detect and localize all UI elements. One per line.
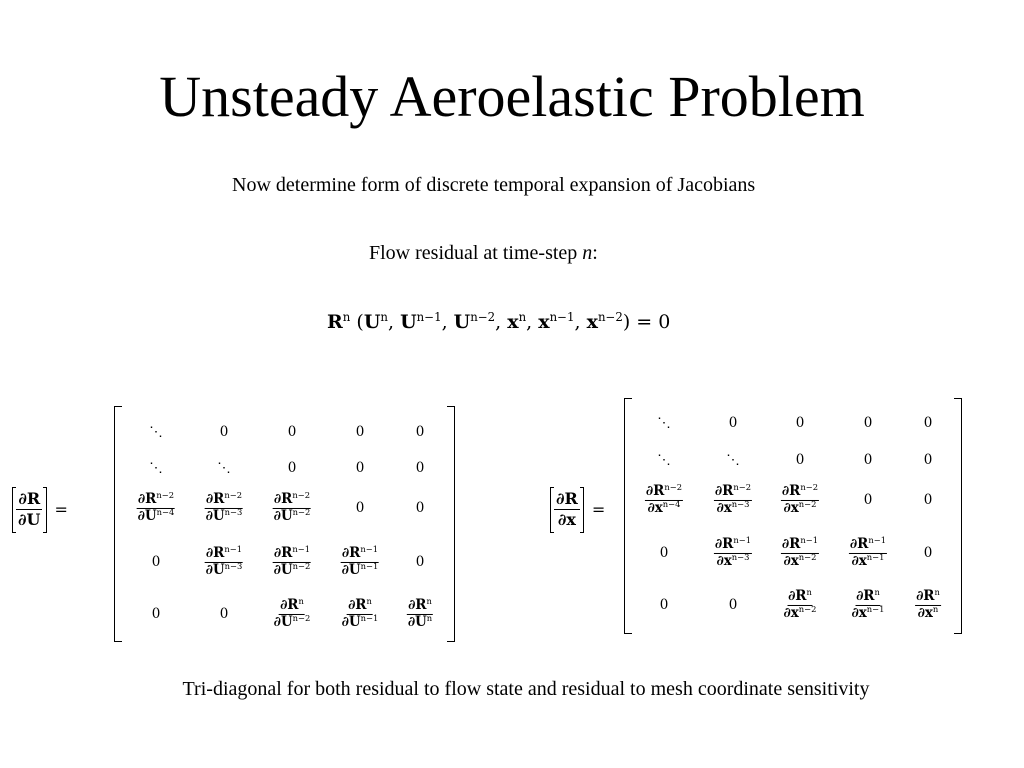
dRdU-entry-num-sup: n: [426, 595, 432, 606]
dRdx-entry-den-symbol: ∂x: [851, 552, 867, 569]
dRdx-entry-num-sup: n−2: [664, 481, 683, 492]
dRdU-entry-den-sup: n: [426, 612, 433, 623]
dRdU-entry-den-symbol: ∂U: [273, 507, 293, 524]
dRdx-entry-r3c3: [849, 534, 887, 569]
dRdU-entry-den-symbol: ∂U: [273, 613, 293, 630]
dRdU-lhs-num: ∂R: [16, 490, 42, 510]
dRdx-entry-num-sup: n−1: [733, 534, 752, 545]
dRdx-entry-num-sup: n−1: [800, 534, 819, 545]
dRdU-entry-num-sup: n: [298, 595, 304, 606]
dRdU-zero-cell: 0: [219, 606, 229, 622]
dRdU-entry-fraction: [273, 543, 312, 578]
eq-comma: ,: [441, 311, 454, 333]
dRdx-entry-num-sup: n−2: [733, 481, 752, 492]
dRdx-entry-num-symbol: ∂R: [714, 535, 734, 552]
dRdx-entry-num-sup: n−2: [800, 481, 819, 492]
dRdU-entry-den-sup: n−2: [292, 612, 311, 623]
dRdU-entry-den-sup: n−2: [292, 506, 311, 517]
dRdU-zero-cell: 0: [151, 554, 161, 570]
dRdx-entry-num-symbol: ∂R: [788, 587, 807, 604]
slide-title: Unsteady Aeroelastic Problem: [159, 64, 865, 129]
dRdx-zero-cell: 0: [795, 415, 805, 431]
eq-u2-sup: n−1: [416, 309, 442, 324]
dRdx-zero-cell: 0: [659, 545, 669, 561]
dRdU-entry-num-sup: n−1: [292, 543, 311, 554]
dRdx-zero-cell: 0: [923, 492, 933, 508]
flow-residual-label: [369, 240, 598, 266]
dRdx-entry-den-sup: n−3: [731, 551, 750, 562]
dRdU-entry-denominator: [273, 560, 312, 579]
dRdx-entry-fraction: [915, 586, 941, 621]
dRdU-entry-denominator: [407, 612, 433, 631]
dRdU-zero-cell: 0: [415, 554, 425, 570]
dRdx-dots-cell: [726, 452, 740, 468]
dRdx-entry-fraction: [714, 534, 752, 569]
eq-x1: x: [507, 311, 519, 333]
eq-x2: x: [538, 311, 550, 333]
eq-open-paren: (: [350, 311, 364, 333]
dRdx-lhs-den: ∂x: [557, 510, 576, 530]
dRdx-dots-cell: [657, 415, 671, 431]
dRdx-entry-num-symbol: ∂R: [645, 482, 665, 499]
dRdx-entry-den-symbol: ∂x: [716, 552, 732, 569]
dRdx-entry-fraction: [781, 481, 819, 516]
dRdU-entry-num-symbol: ∂R: [408, 596, 427, 613]
dRdU-right-bracket: [447, 406, 455, 642]
dRdx-right-bracket: [954, 398, 962, 634]
dRdx-entry-fraction: [849, 534, 887, 569]
dRdU-entry-num-sup: n−2: [224, 489, 243, 500]
dRdU-entry-num-sup: n−2: [292, 489, 311, 500]
dRdx-zero-cell: 0: [728, 415, 738, 431]
dRdx-entry-denominator: [783, 498, 818, 517]
dRdU-entry-den-sup: n−2: [292, 560, 311, 571]
dRdx-entry-r4c4: [915, 586, 941, 621]
dRdx-entry-denominator: [851, 551, 886, 570]
dRdU-lhs: [12, 488, 68, 532]
dRdU-equals: =: [54, 500, 68, 520]
dRdU-entry-num-sup: n−1: [360, 543, 379, 554]
eq-comma: ,: [387, 311, 401, 333]
dRdU-entry-r4c2: [273, 595, 312, 630]
dRdx-entry-num-symbol: ∂R: [781, 535, 801, 552]
dRdU-entry-fraction: [273, 489, 312, 524]
dRdU-entry-den-symbol: ∂U: [205, 561, 225, 578]
dRdU-diagonal-dots: [149, 424, 163, 440]
dRdU-entry-denominator: [341, 612, 380, 631]
dRdx-entry-num-symbol: ∂R: [916, 587, 935, 604]
dRdU-entry-num-symbol: ∂R: [341, 544, 361, 561]
dRdx-entry-num-sup: n: [806, 586, 812, 597]
dRdx-diagonal-dots: [657, 415, 671, 431]
eq-residual-sup: n: [342, 309, 351, 324]
dRdx-lhs: [550, 488, 605, 532]
dRdx-entry-r2c1: [714, 481, 752, 516]
dRdx-entry-num-symbol: ∂R: [781, 482, 801, 499]
dRdx-dots-cell: [657, 452, 671, 468]
dRdx-lhs-fraction: [554, 490, 580, 530]
dRdx-zero-cell: 0: [863, 452, 873, 468]
dRdU-dots-cell: [149, 460, 163, 476]
flow-label-colon: :: [592, 242, 598, 264]
dRdU-entry-fraction: [341, 543, 380, 578]
dRdx-entry-fraction: [714, 481, 752, 516]
dRdx-entry-fraction: [781, 534, 819, 569]
dRdx-entry-den-symbol: ∂x: [647, 499, 663, 516]
dRdU-zero-cell: 0: [355, 460, 365, 476]
dRdU-entry-denominator: [205, 506, 244, 525]
dRdx-entry-den-symbol: ∂x: [783, 604, 799, 621]
dRdx-entry-denominator: [783, 603, 818, 622]
dRdx-lhs-num: ∂R: [554, 490, 580, 510]
dRdx-zero-cell: 0: [863, 492, 873, 508]
dRdU-entry-denominator: [273, 506, 312, 525]
dRdU-dots-cell: [217, 460, 231, 476]
dRdx-zero-cell: 0: [923, 452, 933, 468]
dRdU-entry-num-symbol: ∂R: [273, 544, 293, 561]
dRdU-entry-denominator: [341, 560, 380, 579]
dRdU-zero-cell: 0: [151, 606, 161, 622]
dRdU-entry-num-symbol: ∂R: [137, 490, 157, 507]
dRdU-entry-num-symbol: ∂R: [348, 596, 367, 613]
dRdx-left-bracket: [624, 398, 632, 634]
dRdx-entry-den-symbol: ∂x: [716, 499, 732, 516]
dRdU-entry-r3c2: [273, 543, 312, 578]
dRdU-zero-cell: 0: [415, 500, 425, 516]
dRdx-entry-den-sup: n−1: [866, 551, 885, 562]
dRdU-entry-denominator: [137, 506, 176, 525]
flow-timestep-variable: n: [582, 242, 593, 264]
flow-label-text: Flow residual at time-step: [369, 242, 583, 264]
eq-residual-symbol: R: [327, 311, 343, 333]
dRdx-zero-cell: 0: [923, 415, 933, 431]
eq-comma: ,: [495, 311, 508, 333]
dRdx-entry-denominator: [917, 603, 940, 622]
dRdU-entry-den-symbol: ∂U: [137, 507, 157, 524]
dRdU-entry-num-sup: n−1: [224, 543, 243, 554]
dRdx-entry-num-symbol: ∂R: [856, 587, 875, 604]
dRdx-zero-cell: 0: [923, 545, 933, 561]
dRdU-entry-r3c3: [341, 543, 380, 578]
dRdU-entry-den-sup: n−3: [224, 560, 243, 571]
dRdx-entry-r2c0: [645, 481, 683, 516]
dRdx-entry-den-symbol: ∂x: [851, 604, 867, 621]
dRdx-entry-den-symbol: ∂x: [783, 499, 799, 516]
dRdx-zero-cell: 0: [795, 452, 805, 468]
dRdU-entry-r2c1: [205, 489, 244, 524]
dRdx-entry-r4c2: [783, 586, 818, 621]
dRdx-entry-den-symbol: ∂x: [783, 552, 799, 569]
dRdU-entry-denominator: [205, 560, 244, 579]
dRdx-lhs-bracket: [550, 488, 584, 532]
dRdU-entry-num-sup: n: [366, 595, 372, 606]
dRdU-zero-cell: 0: [287, 460, 297, 476]
dRdU-lhs-den: ∂U: [18, 510, 41, 530]
dRdU-entry-den-symbol: ∂U: [273, 561, 293, 578]
dRdx-entry-fraction: [783, 586, 818, 621]
dRdU-lhs-fraction: [16, 490, 43, 530]
dRdU-entry-num-symbol: ∂R: [273, 490, 293, 507]
dRdU-entry-den-symbol: ∂U: [341, 561, 361, 578]
dRdx-entry-fraction: [851, 586, 886, 621]
dRdx-zero-cell: 0: [659, 597, 669, 613]
dRdU-zero-cell: 0: [287, 424, 297, 440]
dRdx-entry-num-symbol: ∂R: [849, 535, 869, 552]
dRdU-entry-r4c4: [407, 595, 433, 630]
dRdU-zero-cell: 0: [415, 460, 425, 476]
dRdU-entry-den-sup: n−1: [360, 560, 379, 571]
dRdx-entry-denominator: [783, 551, 818, 570]
dRdU-entry-den-symbol: ∂U: [407, 613, 427, 630]
dRdU-entry-den-sup: n−4: [156, 506, 175, 517]
dRdU-entry-fraction: [407, 595, 433, 630]
dRdU-entry-fraction: [205, 489, 244, 524]
eq-x1-sup: n: [518, 309, 527, 324]
dRdU-entry-r2c0: [137, 489, 176, 524]
slide-footer: Tri-diagonal for both residual to flow state and residual to mesh coordinate sensitivity: [182, 678, 870, 700]
dRdx-entry-den-symbol: ∂x: [917, 604, 933, 621]
dRdU-entry-den-sup: n−3: [224, 506, 243, 517]
dRdU-entry-fraction: [205, 543, 244, 578]
dRdU-entry-denominator: [273, 612, 312, 631]
dRdU-entry-num-symbol: ∂R: [280, 596, 299, 613]
dRdU-zero-cell: 0: [355, 424, 365, 440]
dRdx-entry-num-sup: n: [934, 586, 940, 597]
dRdx-entry-denominator: [851, 603, 886, 622]
eq-u1-sup: n: [380, 309, 388, 324]
dRdU-entry-fraction: [341, 595, 380, 630]
dRdx-entry-r3c2: [781, 534, 819, 569]
dRdU-entry-r3c1: [205, 543, 244, 578]
residual-equation: [327, 304, 670, 340]
dRdx-entry-r3c1: [714, 534, 752, 569]
dRdx-entry-denominator: [716, 551, 751, 570]
eq-x2-sup: n−1: [549, 309, 575, 324]
dRdU-entry-fraction: [273, 595, 312, 630]
dRdx-entry-den-sup: n−1: [866, 603, 885, 614]
dRdU-entry-den-sup: n−1: [360, 612, 379, 623]
dRdx-entry-num-symbol: ∂R: [714, 482, 734, 499]
dRdU-diagonal-dots: [149, 460, 163, 476]
dRdx-entry-r4c3: [851, 586, 886, 621]
dRdU-zero-cell: 0: [415, 424, 425, 440]
eq-x3: x: [586, 311, 598, 333]
dRdU-dots-cell: [149, 424, 163, 440]
dRdU-left-bracket: [114, 406, 122, 642]
dRdU-entry-num-symbol: ∂R: [205, 544, 225, 561]
dRdx-diagonal-dots: [657, 452, 671, 468]
eq-close-equals-zero: ) = 0: [622, 311, 671, 333]
dRdU-zero-cell: 0: [219, 424, 229, 440]
dRdU-entry-fraction: [137, 489, 176, 524]
dRdx-entry-den-sup: n: [932, 603, 939, 614]
dRdU-diagonal-dots: [217, 460, 231, 476]
dRdU-entry-den-symbol: ∂U: [205, 507, 225, 524]
dRdx-entry-num-sup: n−1: [868, 534, 887, 545]
eq-x3-sup: n−2: [597, 309, 623, 324]
dRdx-equals: =: [591, 500, 606, 520]
dRdU-entry-num-symbol: ∂R: [205, 490, 225, 507]
dRdU-entry-r4c3: [341, 595, 380, 630]
dRdx-entry-num-sup: n: [874, 586, 880, 597]
eq-u1: U: [363, 311, 381, 333]
dRdU-entry-num-sup: n−2: [156, 489, 175, 500]
dRdx-entry-den-sup: n−4: [662, 498, 681, 509]
dRdx-entry-den-sup: n−3: [731, 498, 750, 509]
slide-subtitle: Now determine form of discrete temporal expansion of Jacobians: [232, 174, 756, 196]
dRdx-zero-cell: 0: [728, 597, 738, 613]
dRdx-entry-denominator: [647, 498, 682, 517]
eq-u3: U: [453, 311, 471, 333]
dRdU-lhs-bracket: [12, 488, 47, 532]
dRdx-entry-fraction: [645, 481, 683, 516]
eq-comma: ,: [574, 311, 587, 333]
dRdx-entry-den-sup: n−2: [798, 551, 817, 562]
dRdx-entry-den-sup: n−2: [798, 498, 817, 509]
dRdx-entry-r2c2: [781, 481, 819, 516]
dRdU-entry-den-symbol: ∂U: [341, 613, 361, 630]
eq-comma: ,: [526, 311, 539, 333]
dRdx-entry-den-sup: n−2: [798, 603, 817, 614]
eq-u2: U: [400, 311, 417, 333]
eq-u3-sup: n−2: [470, 309, 496, 324]
dRdx-diagonal-dots: [726, 452, 740, 468]
dRdU-zero-cell: 0: [355, 500, 365, 516]
dRdx-zero-cell: 0: [863, 415, 873, 431]
dRdx-entry-denominator: [716, 498, 751, 517]
dRdU-entry-r2c2: [273, 489, 312, 524]
